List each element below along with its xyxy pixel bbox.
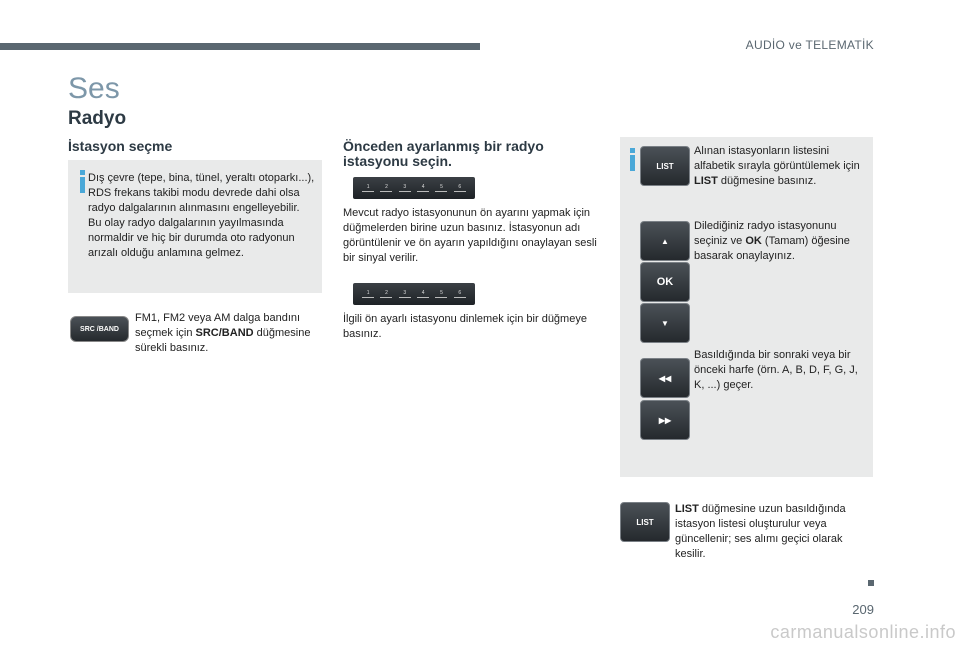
- preset-2: 2: [380, 290, 392, 298]
- down-button: ▼: [640, 303, 690, 343]
- ok-text: Dilediğiniz radyo istasyonunu seçiniz ve OK (Tamam) öğesine basarak onaylayınız.: [694, 220, 850, 262]
- info-box-list: [620, 137, 873, 477]
- list-text: Alınan istasyonların listesini alfabetik sırayla görüntülemek için LIST düğmesine basınız.: [694, 145, 860, 187]
- src-band-button: SRC /BAND: [70, 316, 129, 342]
- info-icon: [630, 148, 635, 171]
- preset-1: 1: [362, 184, 374, 192]
- page-number: 209: [852, 602, 874, 617]
- preset-5: 5: [435, 290, 447, 298]
- list-button: LIST: [640, 146, 690, 186]
- info-box-reception: [68, 160, 322, 293]
- header-bar: [0, 43, 480, 50]
- preset-5: 5: [435, 184, 447, 192]
- preset-3: 3: [399, 290, 411, 298]
- page-title: Ses: [68, 72, 120, 105]
- fast-forward-icon: ▶▶: [640, 400, 690, 440]
- preset-4: 4: [417, 290, 429, 298]
- col1-heading: İstasyon seçme: [68, 138, 173, 154]
- up-button: ▲: [640, 221, 690, 261]
- list-long-press-text: LIST düğmesine uzun basıldığında istasyon listesi oluşturulur veya güncellenir; ses alımı geçici olarak kesilir.: [675, 503, 846, 560]
- list-button-long-press: LIST: [620, 502, 670, 542]
- info-icon: [80, 170, 85, 193]
- rewind-icon: ◀◀: [640, 358, 690, 398]
- preset-3: 3: [399, 184, 411, 192]
- preset-6: 6: [454, 184, 466, 192]
- preset-recall-text: İlgili ön ayarlı istasyonu dinlemek için bir düğmeye basınız.: [343, 313, 587, 340]
- section-end-mark: [868, 580, 874, 586]
- seek-text: Basıldığında bir sonraki veya bir önceki harfe (örn. A, B, D, F, G, J, K, ...) geçer.: [694, 349, 858, 391]
- preset-buttons-bar: [353, 177, 475, 199]
- section-label: AUDİO ve TELEMATİK: [745, 38, 874, 52]
- preset-store-text: Mevcut radyo istasyonunun ön ayarını yapmak için düğmelerden birine uzun basınız. İstasyonun adı görüntülenir ve ön ayarın yapıldığını onaylayan sesli bir sinyal verilir.: [343, 207, 597, 264]
- preset-buttons-bar-2: [353, 283, 475, 305]
- preset-2: 2: [380, 184, 392, 192]
- ok-button: OK: [640, 262, 690, 302]
- watermark: carmanualsonline.info: [770, 622, 956, 642]
- src-band-text: FM1, FM2 veya AM dalga bandını seçmek için SRC/BAND düğmesine sürekli basınız.: [135, 312, 311, 354]
- info-text: Dış çevre (tepe, bina, tünel, yeraltı otoparkı...), RDS frekans takibi modu devrede dahi olsa radyo dalgalarının alınmasını engelleyebilir. Bu olay radyo dalgalarının yayılmasında normaldir ve hiç bir durumda oto radyonun arızalı olduğu anlamına gelmez.: [88, 172, 315, 259]
- preset-4: 4: [417, 184, 429, 192]
- page-subtitle: Radyo: [68, 108, 127, 129]
- preset-6: 6: [454, 290, 466, 298]
- col2-heading: Önceden ayarlanmış bir radyo istasyonu seçin.: [343, 138, 544, 169]
- preset-1: 1: [362, 290, 374, 298]
